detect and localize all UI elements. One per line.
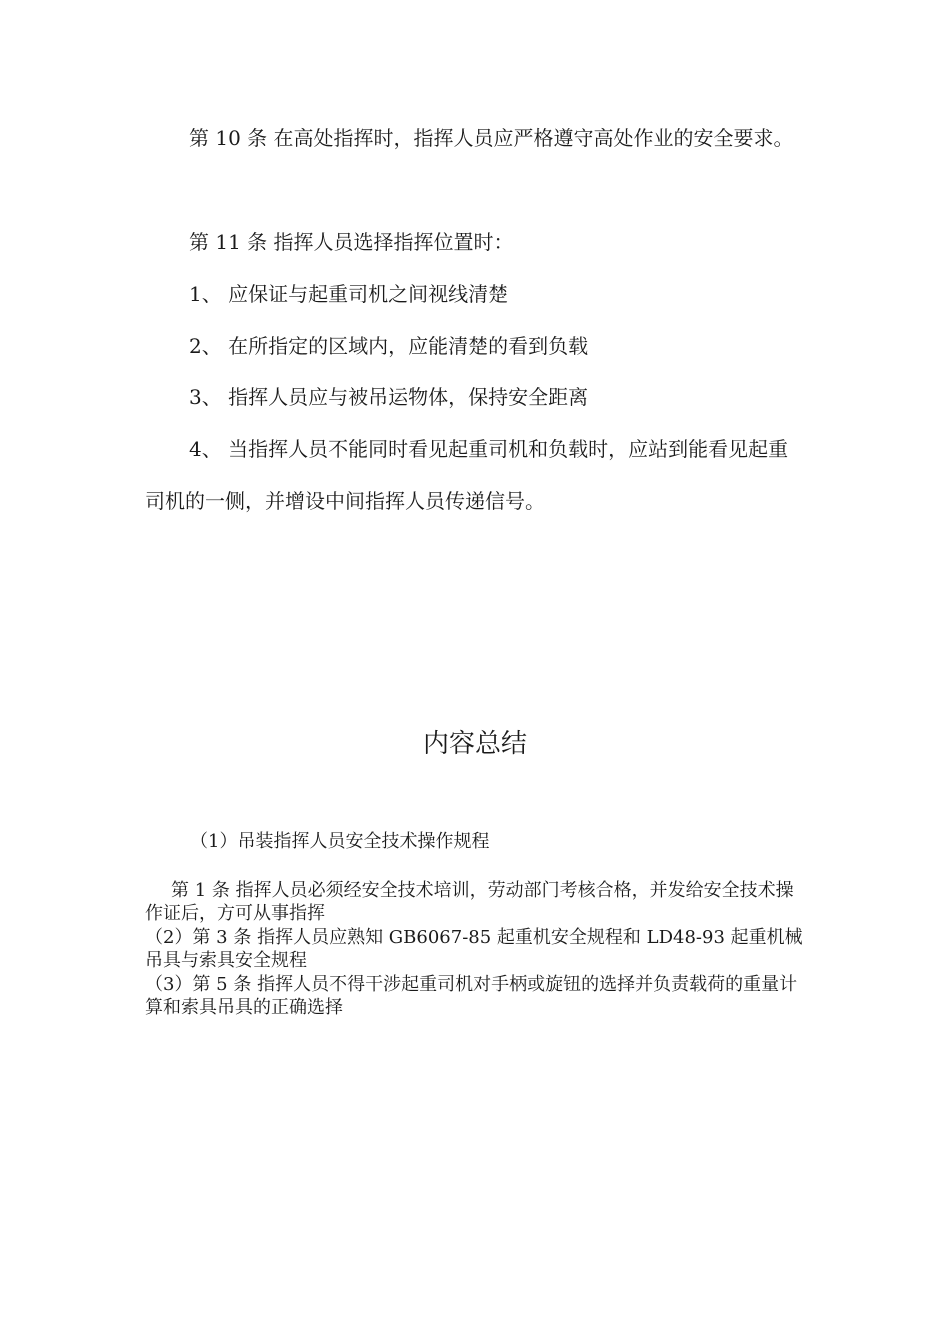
list-item-1: 1、 应保证与起重司机之间视线清楚 [189,282,509,306]
list-item-4: 4、 当指挥人员不能同时看见起重司机和负载时，应站到能看见起重司机的一侧，并增设中间指挥人员传递信号。 [145,437,789,513]
summary-title: 内容总结 [422,729,527,759]
list-item-2: 2、 在所指定的区域内，应能清楚的看到负载 [189,334,589,358]
article-10-paragraph: 第 10 条 在高处指挥时，指挥人员应严格遵守高处作业的安全要求。 [189,126,794,150]
summary-point-2: （2）第 3 条 指挥人员应熟知 GB6067-85 起重机安全规程和 LD48-93 起重机械吊具与索具安全规程 [145,927,803,971]
list-item-3: 3、 指挥人员应与被吊运物体，保持安全距离 [189,385,589,409]
summary-point-1-body: 第 1 条 指挥人员必须经安全技术培训，劳动部门考核合格，并发给安全技术操作证后，方可从事指挥 [145,880,794,924]
summary-point-1-heading: （1）吊装指挥人员安全技术操作规程 [190,831,490,852]
summary-point-3: （3）第 5 条 指挥人员不得干涉起重司机对手柄或旋钮的选择并负责载荷的重量计算和索具吊具的正确选择 [145,974,798,1018]
article-11-paragraph: 第 11 条 指挥人员选择指挥位置时： [189,230,514,254]
